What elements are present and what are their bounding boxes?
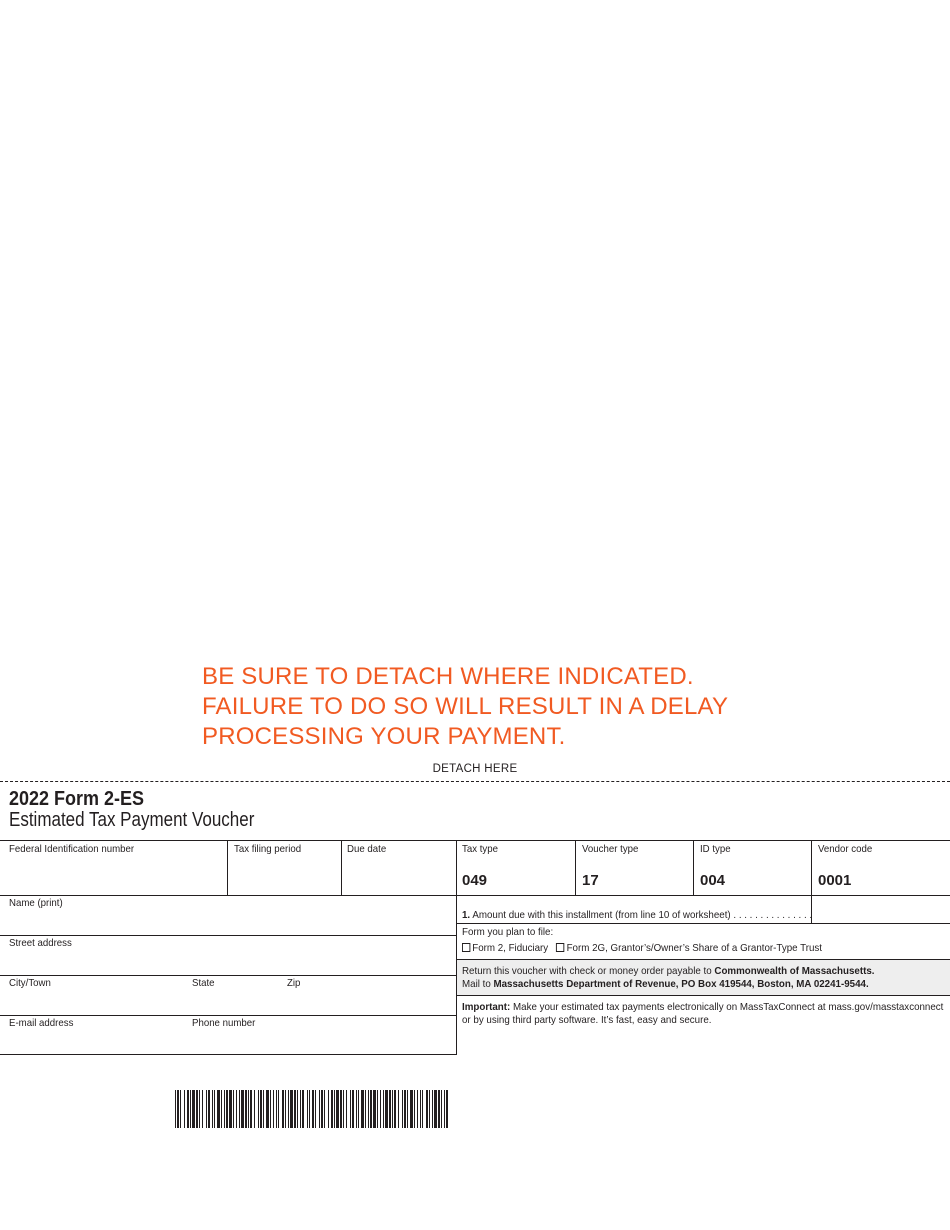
barcode-bar [334, 1090, 335, 1128]
barcode-bar [270, 1090, 271, 1128]
important-label: Important: [462, 1001, 511, 1013]
id-type-value: 004 [700, 872, 726, 889]
barcode-bar [383, 1090, 384, 1128]
barcode-bar [352, 1090, 354, 1128]
barcode-bar [410, 1090, 413, 1128]
amount-line-text: Amount due with this installment (from line 10 of worksheet) [472, 909, 731, 921]
barcode-bar [190, 1090, 191, 1128]
id-type-label: ID type [700, 843, 731, 855]
voucher-type-label: Voucher type [582, 843, 639, 855]
barcode-bar [196, 1090, 198, 1128]
barcode-bar [226, 1090, 228, 1128]
barcode-bar [266, 1090, 269, 1128]
barcode-bar [328, 1090, 329, 1128]
grid-line-city [0, 975, 457, 976]
barcode-bar [285, 1090, 286, 1128]
barcode-bar [202, 1090, 203, 1128]
warning-line-1: BE SURE TO DETACH WHERE INDICATED. [202, 663, 694, 690]
barcode-bar [377, 1090, 378, 1128]
amount-line-number: 1. [462, 909, 471, 921]
grid-line-amount [457, 923, 950, 924]
street-address-label: Street address [9, 937, 72, 949]
amount-line-leader: . . . . . . . . . . . . . . . [733, 909, 813, 921]
barcode-bar [236, 1090, 237, 1128]
mail-address: Massachusetts Department of Revenue, PO Box 419544, Boston, MA 02241-9544. [493, 978, 869, 990]
voucher-type-value: 17 [582, 872, 599, 889]
barcode-bar [420, 1090, 421, 1128]
barcode-bar [315, 1090, 316, 1128]
barcode-bar [212, 1090, 213, 1128]
detach-here-label: DETACH HERE [432, 763, 518, 775]
barcode-bar [370, 1090, 372, 1128]
barcode-bar [282, 1090, 284, 1128]
barcode-bar [302, 1090, 304, 1128]
barcode-bar [432, 1090, 433, 1128]
barcode-bar [402, 1090, 403, 1128]
barcode-bar [208, 1090, 210, 1128]
barcode-bar [245, 1090, 247, 1128]
grid-v-1 [227, 840, 228, 895]
grid-top-line [0, 840, 950, 841]
due-date-label: Due date [347, 843, 387, 855]
vendor-code-value: 0001 [818, 872, 852, 889]
barcode-bar [254, 1090, 255, 1128]
barcode-bar [273, 1090, 274, 1128]
barcode-bar [429, 1090, 430, 1128]
detach-warning [202, 662, 902, 752]
barcode-bar [343, 1090, 344, 1128]
barcode-bar [394, 1090, 396, 1128]
barcode-bar [336, 1090, 339, 1128]
barcode-bar [319, 1090, 320, 1128]
barcode-bar [258, 1090, 259, 1128]
barcode-bar [417, 1090, 418, 1128]
barcode-bar [233, 1090, 234, 1128]
important-text-1: Make your estimated tax payments electronically on MassTaxConnect at mass.gov/masstaxconnect [510, 1001, 944, 1013]
barcode-bar [177, 1090, 179, 1128]
plan-label: Form you plan to file: [462, 926, 554, 938]
barcode-bar [300, 1090, 301, 1128]
barcode-bar [180, 1090, 181, 1128]
barcode-bar [392, 1090, 393, 1128]
form-2-checkbox[interactable] [462, 943, 470, 952]
grid-v-3 [575, 840, 576, 895]
barcode-bar [368, 1090, 369, 1128]
barcode-bar [444, 1090, 445, 1128]
barcode-bar [250, 1090, 252, 1128]
form-2g-checkbox[interactable] [556, 943, 564, 952]
return-payable-text: Return this voucher with check or money order payable to [462, 965, 715, 977]
barcode-bar [422, 1090, 423, 1128]
barcode-bar [175, 1090, 176, 1128]
vendor-code-label: Vendor code [818, 843, 873, 855]
barcode-bar [263, 1090, 264, 1128]
barcode-bar [187, 1090, 189, 1128]
barcode-bar [434, 1090, 437, 1128]
barcode-bar [206, 1090, 207, 1128]
important-line-1 [462, 1001, 943, 1013]
grid-line-2 [0, 895, 950, 896]
barcode-bar [217, 1090, 220, 1128]
barcode-bar [407, 1090, 408, 1128]
barcode-bar [414, 1090, 415, 1128]
barcode-bar [229, 1090, 232, 1128]
grid-bottom-line [0, 1054, 457, 1055]
phone-label: Phone number [192, 1017, 256, 1029]
barcode-bar [307, 1090, 308, 1128]
federal-id-label: Federal Identification number [9, 843, 135, 855]
barcode [175, 1090, 448, 1128]
barcode-bar [321, 1090, 323, 1128]
return-info-line-2 [462, 978, 869, 990]
barcode-bar [297, 1090, 298, 1128]
barcode-bar [214, 1090, 215, 1128]
warning-line-3: PROCESSING YOUR PAYMENT. [202, 723, 566, 750]
barcode-bar [184, 1090, 185, 1128]
tax-filing-period-label: Tax filing period [234, 843, 302, 855]
important-line-2: or by using third party software. It’s fast, easy and secure. [462, 1014, 712, 1026]
barcode-bar [373, 1090, 376, 1128]
return-payee: Commonwealth of Massachusetts. [714, 965, 875, 977]
barcode-bar [290, 1090, 293, 1128]
grid-line-email [0, 1015, 457, 1016]
barcode-bar [221, 1090, 222, 1128]
barcode-bar [199, 1090, 200, 1128]
barcode-bar [288, 1090, 289, 1128]
barcode-bar [404, 1090, 406, 1128]
barcode-bar [294, 1090, 296, 1128]
amount-due-line [462, 909, 812, 921]
return-info-line-1 [462, 965, 874, 977]
city-label: City/Town [9, 977, 51, 989]
barcode-bar [385, 1090, 388, 1128]
barcode-bar [241, 1090, 244, 1128]
barcode-bar [365, 1090, 366, 1128]
barcode-bar [358, 1090, 359, 1128]
form-title: 2022 Form 2-ES [9, 788, 145, 810]
barcode-bar [224, 1090, 225, 1128]
form-2g-option-label: Form 2G, Grantor’s/Owner’s Share of a Grantor-Type Trust [566, 942, 823, 954]
barcode-bar [398, 1090, 399, 1128]
barcode-bar [426, 1090, 428, 1128]
barcode-bar [278, 1090, 279, 1128]
grid-v-4 [693, 840, 694, 895]
email-label: E-mail address [9, 1017, 74, 1029]
barcode-bar [331, 1090, 333, 1128]
barcode-bar [438, 1090, 440, 1128]
barcode-bar [324, 1090, 325, 1128]
barcode-bar [361, 1090, 364, 1128]
barcode-bar [380, 1090, 381, 1128]
barcode-bar [192, 1090, 195, 1128]
barcode-bar [389, 1090, 391, 1128]
barcode-bar [346, 1090, 347, 1128]
grid-v-main [456, 840, 457, 1055]
tax-type-label: Tax type [462, 843, 498, 855]
state-label: State [192, 977, 215, 989]
grid-v-2 [341, 840, 342, 895]
barcode-bar [276, 1090, 277, 1128]
name-label: Name (print) [9, 897, 63, 909]
barcode-bar [350, 1090, 351, 1128]
barcode-bar [356, 1090, 357, 1128]
barcode-bar [340, 1090, 342, 1128]
grid-line-street [0, 935, 457, 936]
barcode-bar [446, 1090, 448, 1128]
barcode-bar [260, 1090, 262, 1128]
form-subtitle: Estimated Tax Payment Voucher [9, 809, 255, 831]
tax-type-value: 049 [462, 872, 488, 889]
warning-line-2: FAILURE TO DO SO WILL RESULT IN A DELAY [202, 693, 729, 720]
mail-to-text: Mail to [462, 978, 494, 990]
barcode-bar [239, 1090, 240, 1128]
plan-options [462, 942, 822, 954]
zip-label: Zip [287, 977, 301, 989]
barcode-bar [312, 1090, 314, 1128]
detach-dashed-line [0, 781, 950, 782]
barcode-bar [309, 1090, 310, 1128]
barcode-bar [248, 1090, 249, 1128]
form-2-option-label: Form 2, Fiduciary [472, 942, 549, 954]
barcode-bar [441, 1090, 442, 1128]
